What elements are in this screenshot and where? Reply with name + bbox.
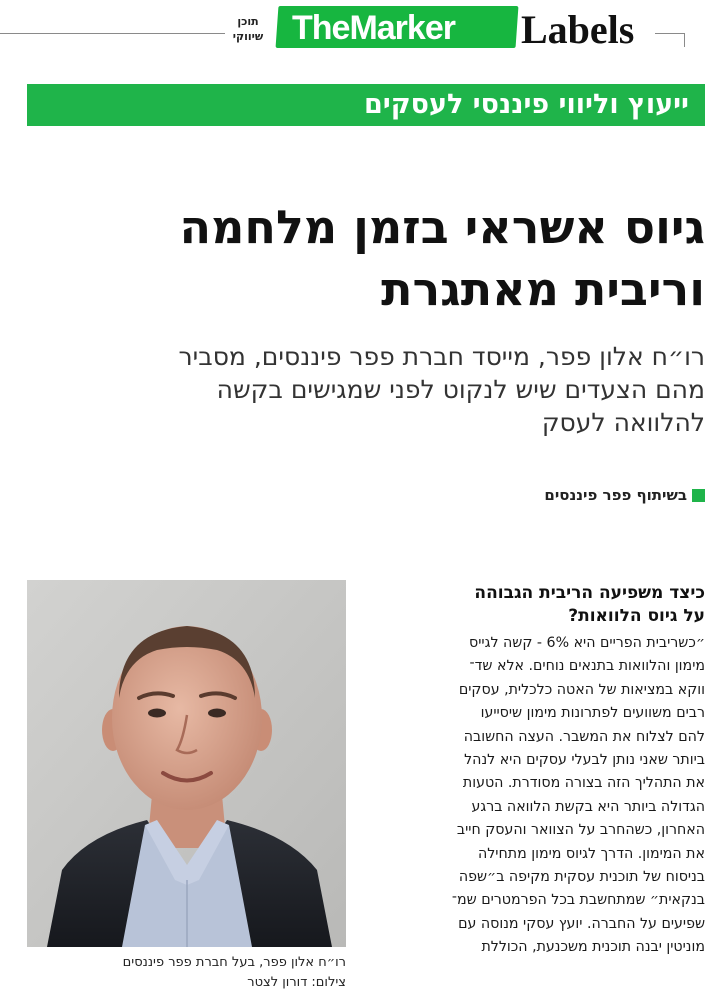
- section-title: ייעוץ וליווי פיננסי לעסקים: [363, 89, 689, 120]
- caption-line: רו״ח אלון פפר, בעל חברת פפר פיננסים: [122, 955, 346, 970]
- article-headline: [100, 196, 705, 320]
- body-line: שפיעים על החברה. יועץ עסקי מנוסה עם: [458, 915, 705, 932]
- sponsored-content-label: [228, 14, 268, 44]
- question-line: על גיוס הלוואות?: [568, 606, 705, 626]
- body-line: ״כשריבית הפריים היא 6% - קשה לגייס: [469, 635, 705, 651]
- body-line: ביותר שאני נותן לבעלי עסקים היא לנהל: [464, 752, 705, 769]
- section-banner: [27, 84, 705, 126]
- sponsored-label-line1: תוכן: [237, 15, 259, 28]
- header-rule-tick: [684, 33, 685, 47]
- article-subheadline: [60, 340, 705, 439]
- headline-line: וריבית מאתגרת: [381, 262, 705, 316]
- subheadline-line: להלוואה לעסק: [541, 408, 705, 437]
- body-line: הגדולה ביותר היא בקשת הלוואה ברגע: [471, 798, 705, 815]
- author-photo: [27, 580, 346, 947]
- headline-line: גיוס אשראי בזמן מלחמה: [179, 200, 705, 254]
- body-line: רבים משוועים לפתרונות מימון שיסייעו: [480, 705, 705, 722]
- body-line: ווקא במציאות של האטה כלכלית, עסקים: [458, 681, 705, 698]
- header-rule-right: [655, 33, 685, 34]
- question-line: כיצד משפיעה הריבית הגבוהה: [474, 583, 705, 603]
- sponsor-credit: בשיתוף פפר פיננסים: [544, 486, 687, 504]
- subheadline-line: רו״ח אלון פפר, מייסד חברת פפר פיננסים, מסביר: [178, 342, 705, 371]
- body-line: מוניטין יבנה תוכנית משכנעת, הכוללת: [481, 939, 705, 956]
- subheadline-line: מהם הצעדים שיש לנקוט לפני שמגישים בקשה: [216, 375, 705, 404]
- body-line: בנקאית״ שמתחשבת בכל הפרמטרים שמ־: [451, 892, 705, 909]
- body-line: מימון והלוואות בתנאים נוחים. אלא שד־: [469, 658, 705, 675]
- sponsored-label-line2: שיווקי: [232, 30, 264, 43]
- article-body: [370, 632, 705, 960]
- question-heading: [370, 582, 705, 628]
- themarker-logo-text[interactable]: TheMarker: [292, 9, 455, 47]
- body-line: בניסוח של תוכנית עסקית מקיפה ב״שפה: [458, 869, 705, 886]
- header-rule-left: [0, 33, 225, 34]
- labels-logo-text[interactable]: Labels: [521, 7, 635, 52]
- body-line: להם לצלוח את המשבר. העצה החשובה: [463, 728, 705, 745]
- sponsor-square-icon: [692, 489, 705, 502]
- body-line: האחרון, כשהחרב על הצוואר והעסק חייב: [456, 822, 705, 839]
- body-line: את המימון. הדרך לגיוס מימון מתחילה: [477, 845, 705, 862]
- body-line: את התהליך הזה בצורה מסודרת. הטעות: [462, 775, 705, 792]
- photo-credit: צילום: דורון לצטר: [247, 975, 346, 990]
- photo-caption: [27, 953, 346, 993]
